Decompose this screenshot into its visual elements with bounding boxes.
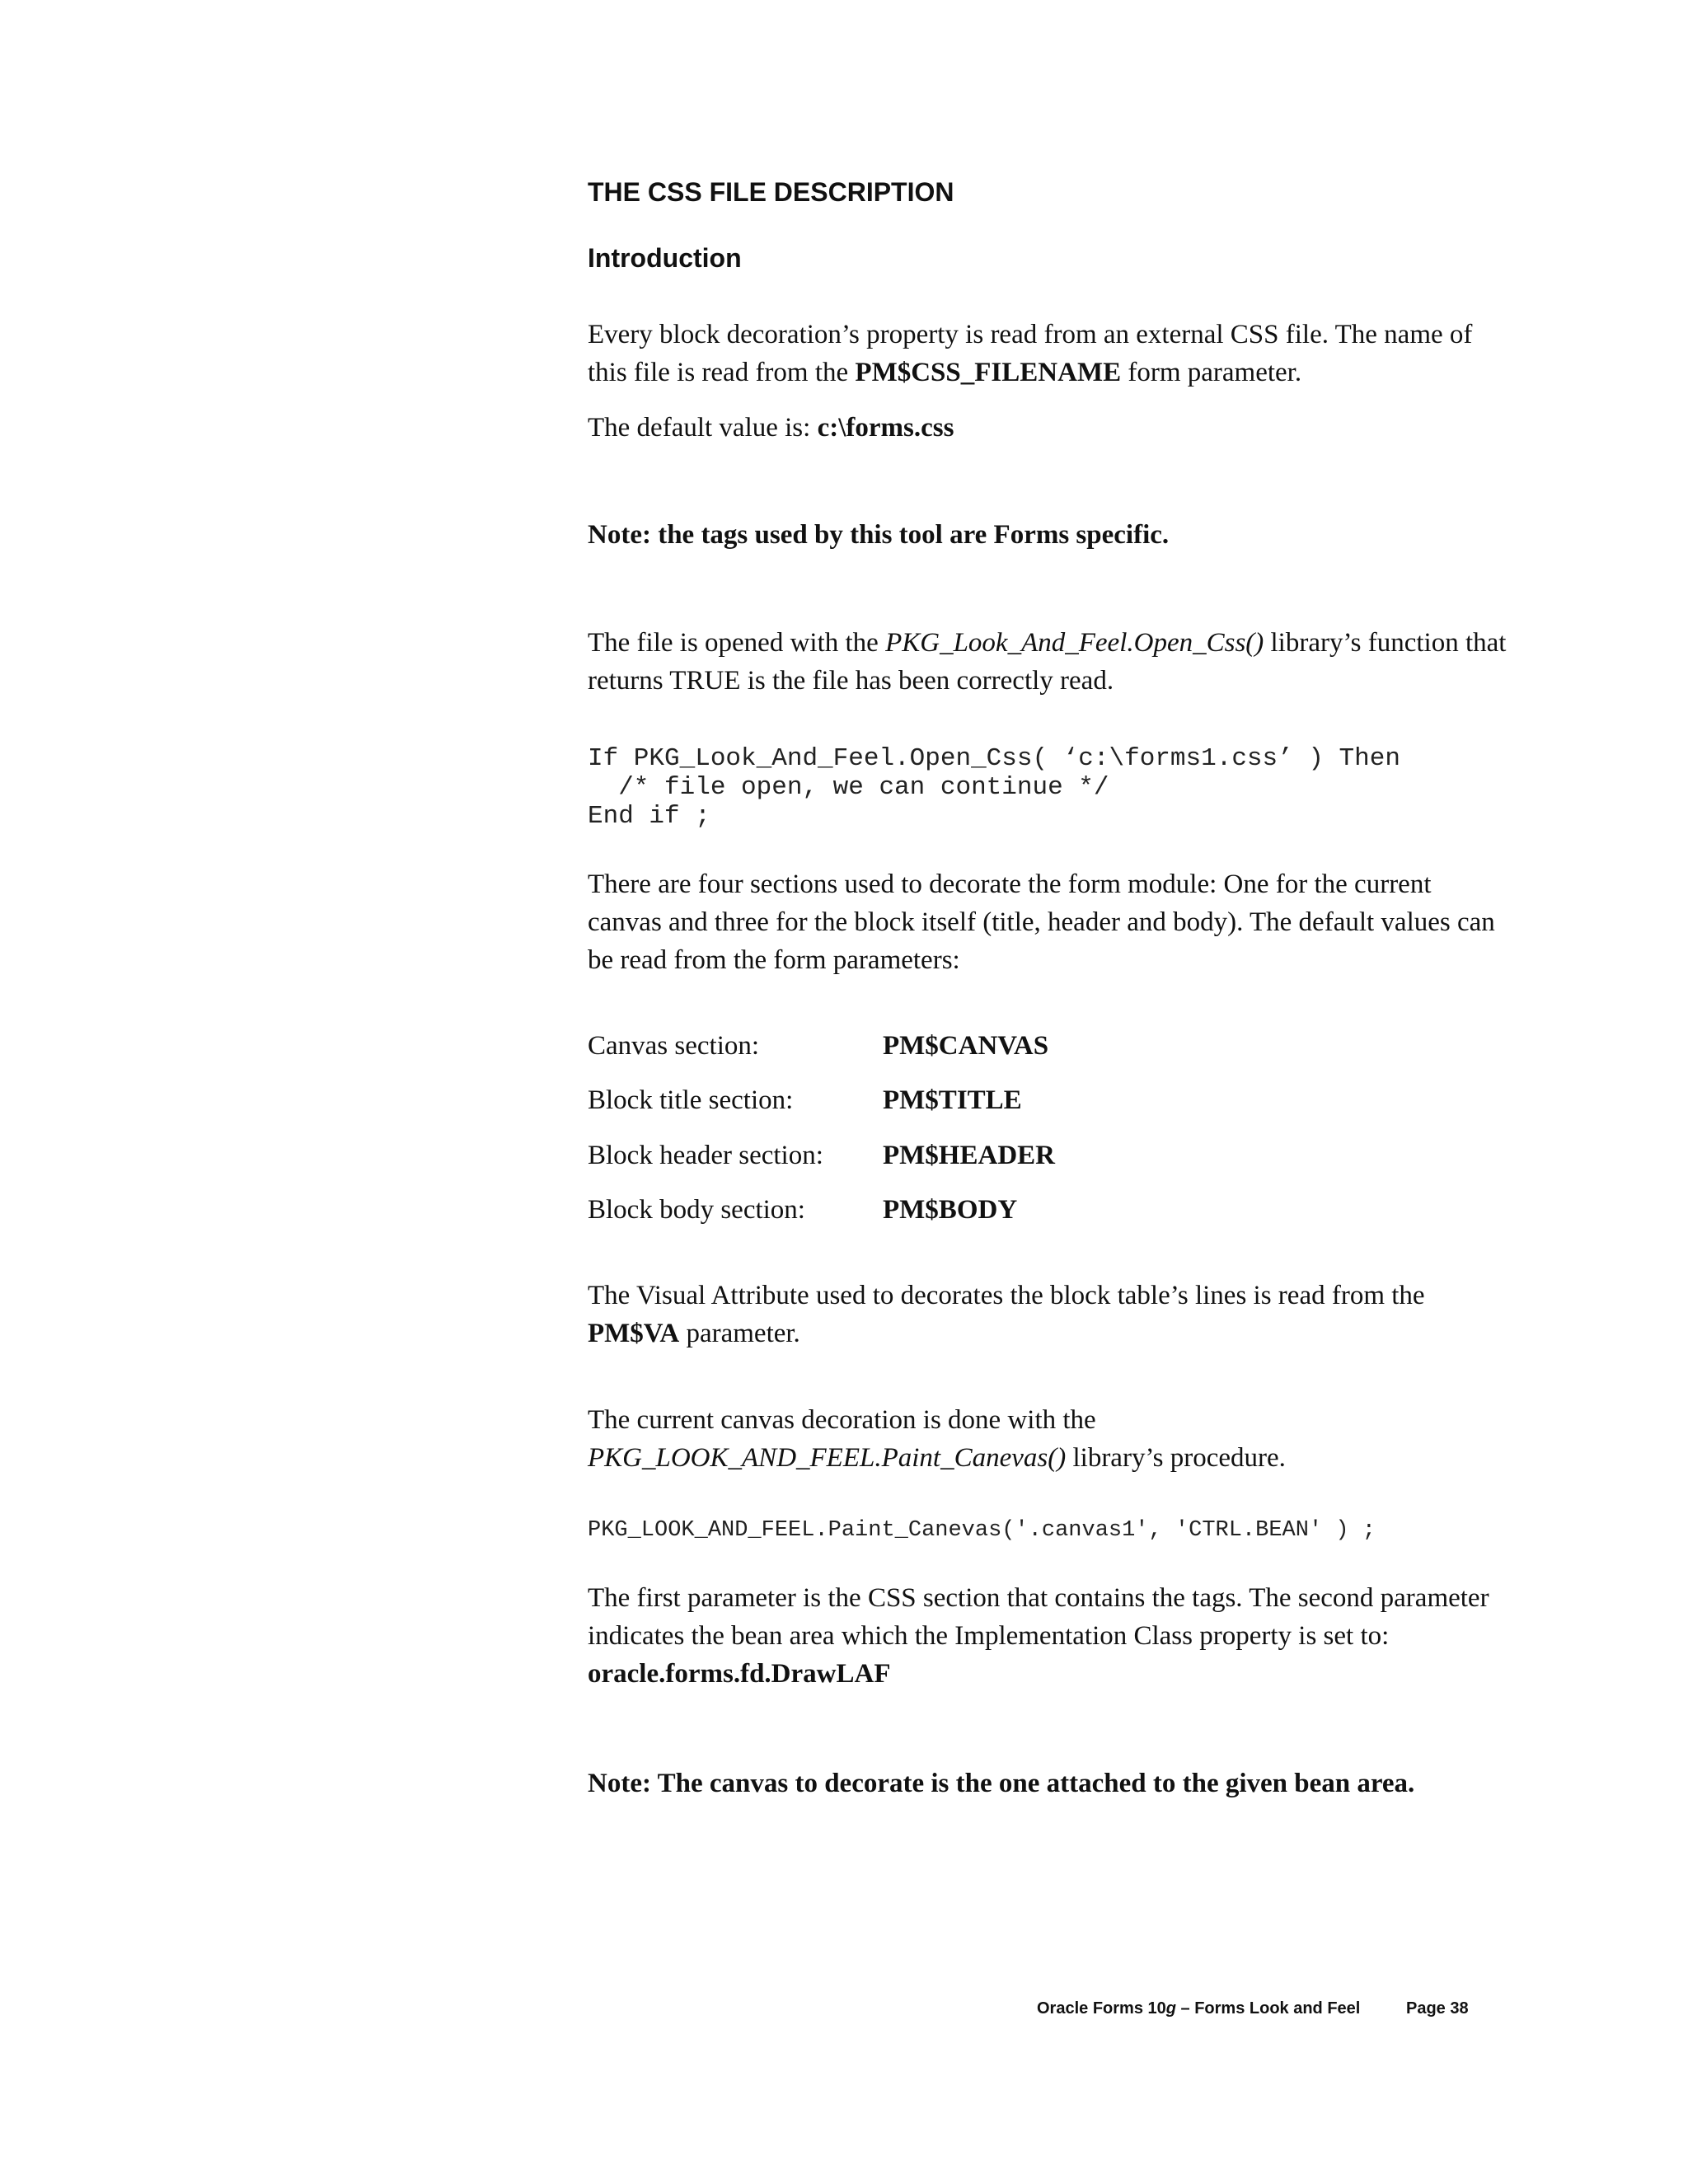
code-line-1: If PKG_Look_And_Feel.Open_Css( ‘c:\forms1.css’ ) Then [588, 744, 1400, 773]
section-value-body: PM$BODY [883, 1195, 1018, 1225]
footer-title-part2: – Forms Look and Feel [1175, 1999, 1361, 2018]
section-label-header: Block header section: [588, 1141, 823, 1170]
section-heading: THE CSS FILE DESCRIPTION [588, 177, 954, 207]
default-value-label: The default value is: [588, 413, 818, 443]
footer-title-part1: Oracle Forms 10 [1037, 1999, 1166, 2018]
code-line-3: End if ; [588, 802, 710, 831]
default-value-paragraph [588, 409, 1511, 447]
visual-attribute-paragraph [588, 1277, 1511, 1352]
canvas-decoration-paragraph [588, 1401, 1511, 1477]
va-text-end: parameter. [679, 1319, 800, 1348]
note-canvas-bean-area: Note: The canvas to decorate is the one attached to the given bean area. [588, 1769, 1415, 1798]
sections-intro-paragraph: There are four sections used to decorate the form module: One for the current canvas and three for the block itself (title, header and body). The default values can be read from the form parameters: [588, 869, 1495, 975]
section-label-canvas: Canvas section: [588, 1031, 760, 1061]
section-value-canvas: PM$CANVAS [883, 1031, 1049, 1061]
intro-text: Every block decoration’s property is read from an external CSS file. The name of this file is read from the [588, 320, 1473, 387]
open-css-text: The file is opened with the [588, 628, 886, 658]
intro-paragraph [588, 316, 1511, 391]
va-text: The Visual Attribute used to decorates the block table’s lines is read from the [588, 1281, 1425, 1310]
footer-page-number: Page 38 [1406, 1999, 1469, 2018]
open-css-function: PKG_Look_And_Feel.Open_Css() [885, 628, 1264, 658]
code-block-open-css [588, 744, 1400, 831]
footer-title [1037, 1998, 1360, 2019]
canvas-deco-text-end: library’s procedure. [1066, 1443, 1286, 1473]
canvas-deco-text: The current canvas decoration is done with the [588, 1405, 1096, 1435]
section-label-body: Block body section: [588, 1195, 805, 1225]
code-block-paint-canevas: PKG_LOOK_AND_FEEL.Paint_Canevas('.canvas1', 'CTRL.BEAN' ) ; [588, 1518, 1376, 1543]
section-label-title: Block title section: [588, 1085, 794, 1115]
subsection-heading: Introduction [588, 243, 742, 273]
note-forms-specific: Note: the tags used by this tool are Forms specific. [588, 520, 1170, 550]
open-css-paragraph [588, 624, 1511, 700]
first-parameter-paragraph [588, 1579, 1511, 1693]
intro-text-end: form parameter. [1121, 358, 1302, 387]
css-filename-param: PM$CSS_FILENAME [855, 358, 1122, 387]
footer-title-g: g [1165, 1999, 1176, 2018]
open-css-text-end: library’s function that returns TRUE is the file has been correctly read. [588, 628, 1507, 696]
va-param: PM$VA [588, 1319, 680, 1348]
code-line-2: /* file open, we can continue */ [588, 773, 1109, 802]
implementation-class: oracle.forms.fd.DrawLAF [588, 1659, 891, 1689]
section-value-title: PM$TITLE [883, 1085, 1022, 1115]
default-value: c:\forms.css [817, 413, 954, 443]
paint-canevas-procedure: PKG_LOOK_AND_FEEL.Paint_Canevas() [588, 1443, 1067, 1473]
section-value-header: PM$HEADER [883, 1141, 1055, 1170]
first-param-text: The first parameter is the CSS section that contains the tags. The second parameter indicates the bean area which the Implementation Class property is set to: [588, 1583, 1489, 1651]
